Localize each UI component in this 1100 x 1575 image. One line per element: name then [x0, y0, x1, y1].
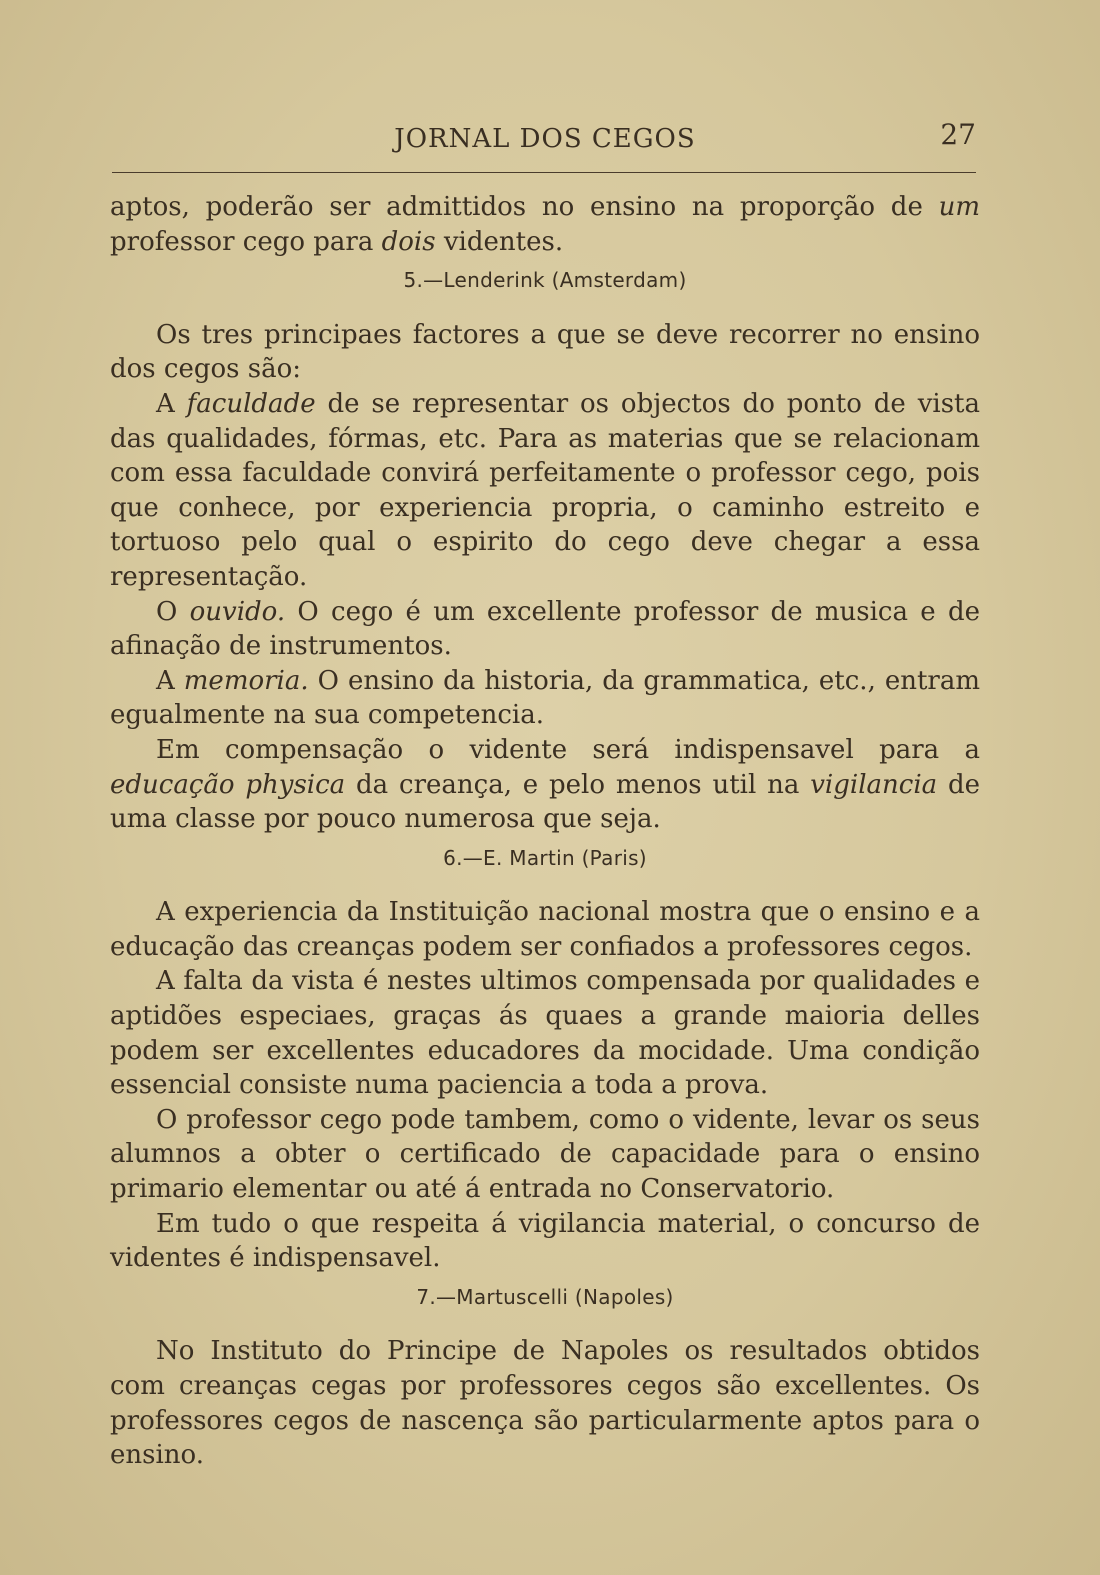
paragraph: No Instituto do Principe de Napoles os resultados obtidos com creanças cegas por professores cegos são excellentes. Os professores cegos de nascença são particularmente aptos para o ensino.	[110, 1336, 980, 1471]
paragraph: O professor cego pode tambem, como o vidente, levar os seus alumnos a obter o certificado de capacidade para o ensino primario elementar ou até á entrada no Conservatorio.	[110, 1104, 980, 1205]
section-heading-6: 6.—E. Martin (Paris)	[443, 845, 647, 870]
italic-term: faculdade	[186, 388, 316, 419]
text-run: A	[156, 665, 184, 696]
italic-term: vigilancia	[810, 769, 938, 800]
page-header	[110, 118, 980, 162]
paragraph	[110, 595, 980, 664]
italic-term: dois	[381, 226, 436, 257]
page-body	[110, 190, 980, 1473]
text-run: O cego é um excellente professor de musica e de afinação de instrumentos.	[110, 596, 980, 662]
text-run: videntes.	[435, 226, 564, 257]
paragraph: Os tres principaes factores a que se deve recorrer no ensino dos cegos são:	[110, 319, 980, 385]
italic-term: ouvido.	[189, 596, 286, 627]
running-title: JORNAL DOS CEGOS	[394, 124, 696, 154]
section-heading-5: 5.—Lenderink (Amsterdam)	[403, 268, 687, 293]
text-run: de uma classe por pouco numerosa que seja.	[110, 769, 981, 835]
paragraph: Em tudo o que respeita á vigilancia material, o concurso de videntes é indispensavel.	[110, 1208, 980, 1274]
header-rule	[112, 172, 976, 173]
text-run: de se representar os objectos do ponto de vista das qualidades, fórmas, etc. Para as materias que se relacionam com essa faculdade convirá perfeitamente o professor cego, pois que conhece, por experiencia propria, o caminho estreito e tortuoso pelo qual o espirito do cego deve chegar a essa representação.	[110, 388, 980, 592]
italic-term: um	[938, 192, 980, 222]
italic-term: memoria.	[183, 665, 309, 696]
italic-term: educação physica	[110, 769, 346, 800]
paragraph: A falta da vista é nestes ultimos compensada por qualidades e aptidões especiaes, graças ás quaes a grande maioria delles podem ser excellentes educadores da mocidade. Uma condição essencial consiste numa paciencia a toda a prova.	[110, 966, 980, 1101]
page-number: 27	[940, 118, 976, 151]
paragraph-continuation	[110, 190, 980, 259]
paragraph	[110, 733, 980, 837]
paragraph	[110, 664, 980, 733]
text-run: A	[156, 388, 187, 419]
text-run: da creança, e pelo menos util na	[345, 769, 811, 800]
text-run: professor cego para	[110, 226, 382, 257]
text-run: aptos, poderão ser admittidos no ensino na proporção de	[110, 192, 939, 222]
paragraph: A experiencia da Instituição nacional mostra que o ensino e a educação das creanças podem ser confiados a professores cegos.	[110, 897, 980, 962]
text-run: Em compensação o vidente será indispensavel para a	[156, 734, 980, 765]
text-run: O	[156, 596, 190, 627]
text-run: O ensino da historia, da grammatica, etc., entram egualmente na sua competencia.	[110, 665, 980, 731]
section-heading-7: 7.—Martuscelli (Napoles)	[416, 1284, 674, 1309]
paragraph	[110, 387, 980, 595]
